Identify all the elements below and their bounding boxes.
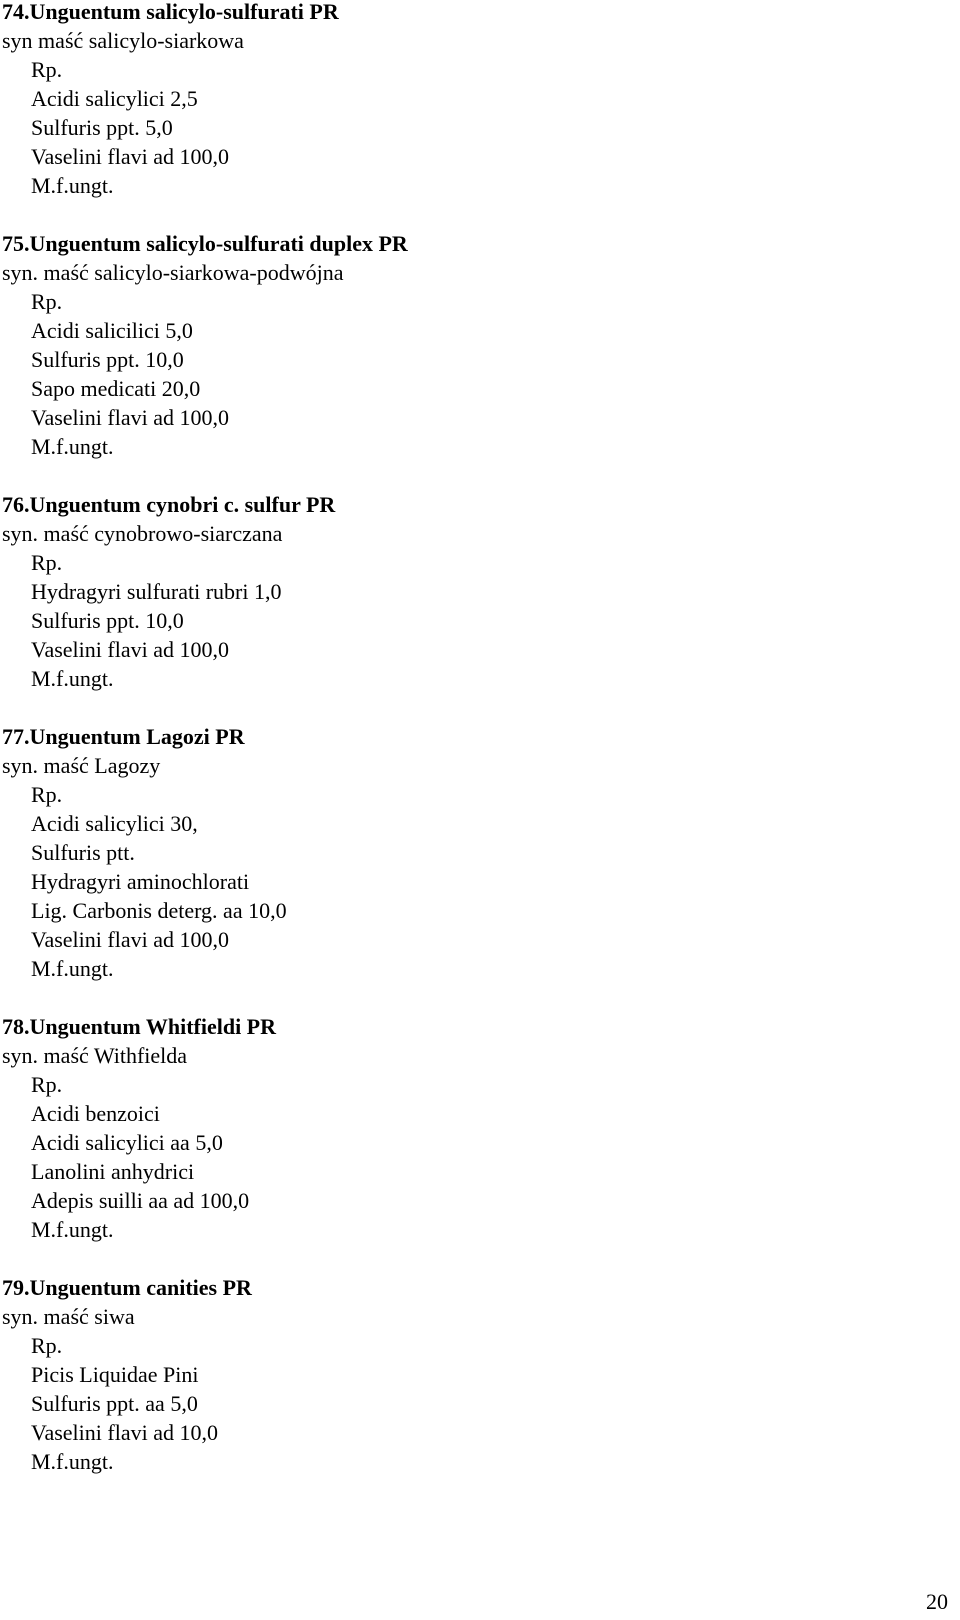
recipe-instruction: M.f.ungt. [31, 666, 114, 691]
recipe-ingredient: Lanolini anhydrici [31, 1159, 195, 1184]
recipe-entry [2, 0, 902, 200]
recipe-ingredient: Vaselini flavi ad 100,0 [31, 637, 229, 662]
recipe-heading [2, 229, 902, 258]
recipe-title: Unguentum Lagozi PR [29, 724, 245, 749]
recipe-entry [2, 490, 902, 693]
recipe-ingredient: Adepis suilli aa ad 100,0 [31, 1188, 250, 1213]
recipe-rp: Rp. [31, 1333, 63, 1358]
recipe-ingredient: Sulfuris ppt. 10,0 [31, 608, 184, 633]
recipe-rp: Rp. [31, 550, 63, 575]
recipe-synonym: syn. maść cynobrowo-siarczana [2, 521, 283, 546]
recipe-heading [2, 1273, 902, 1302]
recipe-ingredient: Acidi salicylici aa 5,0 [31, 1130, 223, 1155]
recipe-heading [2, 490, 902, 519]
recipe-ingredient: Lig. Carbonis deterg. aa 10,0 [31, 898, 287, 923]
page-number: 20 [926, 1589, 948, 1614]
recipe-title: Unguentum salicylo-sulfurati duplex PR [29, 231, 408, 256]
recipe-ingredient: Acidi salicylici 30, [31, 811, 198, 836]
recipe-instruction: M.f.ungt. [31, 434, 114, 459]
recipe-heading [2, 1012, 902, 1041]
recipe-rp: Rp. [31, 782, 63, 807]
recipe-number: 76. [2, 492, 30, 517]
recipe-entry [2, 229, 902, 461]
recipe-list [2, 0, 902, 1505]
recipe-ingredient: Vaselini flavi ad 100,0 [31, 405, 229, 430]
recipe-instruction: M.f.ungt. [31, 1449, 114, 1474]
recipe-ingredient: Hydragyri sulfurati rubri 1,0 [31, 579, 282, 604]
recipe-rp: Rp. [31, 57, 63, 82]
recipe-ingredient: Picis Liquidae Pini [31, 1362, 199, 1387]
recipe-ingredient: Vaselini flavi ad 100,0 [31, 927, 229, 952]
recipe-instruction: M.f.ungt. [31, 1217, 114, 1242]
recipe-synonym: syn. maść salicylo-siarkowa-podwójna [2, 260, 344, 285]
recipe-ingredient: Acidi salicilici 5,0 [31, 318, 193, 343]
recipe-heading [2, 0, 902, 26]
recipe-entry [2, 1273, 902, 1476]
recipe-ingredient: Vaselini flavi ad 10,0 [31, 1420, 218, 1445]
recipe-ingredient: Hydragyri aminochlorati [31, 869, 250, 894]
recipe-instruction: M.f.ungt. [31, 173, 114, 198]
recipe-number: 78. [2, 1014, 30, 1039]
recipe-ingredient: Acidi benzoici [31, 1101, 160, 1126]
recipe-ingredient: Sulfuris ppt. 5,0 [31, 115, 173, 140]
recipe-synonym: syn. maść Lagozy [2, 753, 161, 778]
recipe-title: Unguentum salicylo-sulfurati PR [29, 0, 339, 24]
recipe-ingredient: Sulfuris ppt. 10,0 [31, 347, 184, 372]
recipe-rp: Rp. [31, 289, 63, 314]
recipe-ingredient: Sulfuris ptt. [31, 840, 135, 865]
recipe-synonym: syn. maść Withfielda [2, 1043, 188, 1068]
recipe-number: 79. [2, 1275, 30, 1300]
recipe-ingredient: Sapo medicati 20,0 [31, 376, 201, 401]
recipe-ingredient: Sulfuris ppt. aa 5,0 [31, 1391, 198, 1416]
recipe-heading [2, 722, 902, 751]
recipe-number: 77. [2, 724, 30, 749]
recipe-number: 75. [2, 231, 30, 256]
recipe-instruction: M.f.ungt. [31, 956, 114, 981]
recipe-synonym: syn maść salicylo-siarkowa [2, 28, 244, 53]
recipe-title: Unguentum canities PR [29, 1275, 252, 1300]
recipe-ingredient: Acidi salicylici 2,5 [31, 86, 198, 111]
recipe-ingredient: Vaselini flavi ad 100,0 [31, 144, 229, 169]
recipe-title: Unguentum cynobri c. sulfur PR [29, 492, 336, 517]
recipe-entry [2, 1012, 902, 1244]
recipe-synonym: syn. maść siwa [2, 1304, 135, 1329]
recipe-title: Unguentum Whitfieldi PR [29, 1014, 277, 1039]
recipe-entry [2, 722, 902, 983]
recipe-rp: Rp. [31, 1072, 63, 1097]
recipe-number: 74. [2, 0, 30, 24]
